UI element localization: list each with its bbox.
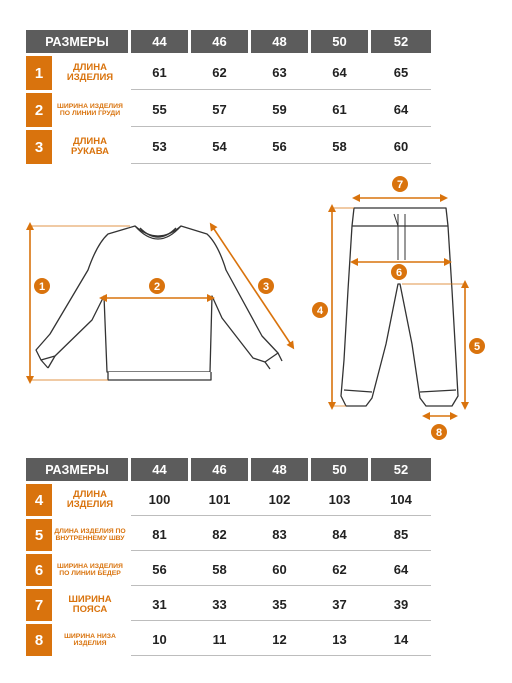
row-value: 102 — [268, 492, 291, 507]
row-number: 2 — [26, 93, 52, 127]
row-value: 84 — [332, 527, 347, 542]
header-size: 50 — [311, 458, 368, 481]
header-size: 48 — [251, 458, 308, 481]
row-value: 54 — [212, 139, 227, 154]
row-number: 4 — [26, 484, 52, 516]
marker-4 — [312, 302, 328, 318]
header-label: РАЗМЕРЫ — [26, 30, 128, 53]
table-row — [26, 589, 431, 621]
header-size: 52 — [371, 458, 431, 481]
row-value: 101 — [208, 492, 231, 507]
table-row — [26, 624, 431, 656]
row-value: 58 — [332, 139, 347, 154]
row-label: ДЛИНА ИЗДЕЛИЯ — [66, 489, 114, 510]
row-value: 60 — [393, 139, 409, 154]
row-value: 100 — [148, 492, 171, 507]
header-size: 52 — [371, 30, 431, 53]
row-value: 53 — [152, 139, 167, 154]
row-value: 57 — [212, 102, 227, 117]
row-number: 8 — [26, 624, 52, 656]
row-value: 103 — [328, 492, 351, 507]
measurement-diagram — [0, 170, 512, 450]
header-size: 46 — [191, 30, 248, 53]
row-value: 81 — [152, 527, 167, 542]
marker-label: 6 — [395, 267, 403, 279]
table-row — [26, 130, 431, 164]
row-value: 64 — [332, 65, 347, 80]
table-row — [26, 56, 431, 90]
row-label: ШИРИНА ПОЯСА — [68, 594, 112, 615]
row-value: 61 — [332, 102, 347, 117]
row-value: 12 — [272, 632, 287, 647]
header-size: 44 — [131, 30, 188, 53]
table-row — [26, 519, 431, 551]
marker-6 — [391, 264, 407, 280]
table-row — [26, 484, 431, 516]
bottom-size-table — [26, 458, 431, 656]
sweatshirt-icon — [36, 226, 282, 380]
header-size: 46 — [191, 458, 248, 481]
row-number: 7 — [26, 589, 52, 621]
row-value: 63 — [272, 65, 287, 80]
header-size: 44 — [131, 458, 188, 481]
row-value: 64 — [393, 562, 409, 577]
row-number: 6 — [26, 554, 52, 586]
row-label: ДЛИНА ИЗДЕЛИЯ — [66, 62, 114, 83]
row-value: 31 — [152, 597, 167, 612]
row-number: 5 — [26, 519, 52, 551]
row-value: 56 — [272, 139, 287, 154]
marker-label: 2 — [153, 281, 161, 293]
marker-label: 5 — [473, 341, 481, 353]
row-number: 1 — [26, 56, 52, 90]
row-value: 14 — [393, 632, 409, 647]
bottom-table-header — [26, 458, 431, 481]
marker-2 — [149, 278, 165, 294]
top-size-table — [26, 30, 431, 164]
row-label: ШИРИНА НИЗА ИЗДЕЛИЯ — [64, 632, 116, 647]
marker-7 — [392, 176, 408, 192]
row-value: 33 — [212, 597, 227, 612]
table-row — [26, 554, 431, 586]
marker-8 — [431, 424, 447, 440]
marker-label: 4 — [316, 305, 324, 317]
row-value: 62 — [332, 562, 347, 577]
row-value: 61 — [152, 65, 167, 80]
marker-label: 8 — [435, 427, 443, 439]
header-size: 50 — [311, 30, 368, 53]
row-number: 3 — [26, 130, 52, 164]
marker-label: 3 — [262, 281, 270, 293]
row-value: 58 — [212, 562, 227, 577]
row-value: 83 — [272, 527, 287, 542]
row-value: 64 — [393, 102, 409, 117]
row-label: ШИРИНА ИЗДЕЛИЯ ПО ЛИНИИ ГРУДИ — [57, 102, 123, 117]
row-value: 37 — [332, 597, 347, 612]
row-value: 56 — [152, 562, 167, 577]
row-value: 13 — [332, 632, 347, 647]
table-row — [26, 93, 431, 127]
row-value: 35 — [272, 597, 287, 612]
row-value: 55 — [152, 102, 167, 117]
row-label: ШИРИНА ИЗДЕЛИЯ ПО ЛИНИИ БЕДЕР — [57, 562, 123, 577]
row-value: 104 — [390, 492, 412, 507]
row-value: 82 — [212, 527, 227, 542]
row-value: 39 — [393, 597, 409, 612]
header-label: РАЗМЕРЫ — [26, 458, 128, 481]
row-value: 65 — [393, 65, 409, 80]
marker-3 — [258, 278, 274, 294]
row-value: 60 — [272, 562, 287, 577]
header-size: 48 — [251, 30, 308, 53]
marker-1 — [34, 278, 50, 294]
row-value: 85 — [393, 527, 409, 542]
row-value: 11 — [212, 632, 227, 647]
row-value: 59 — [272, 102, 287, 117]
top-table-header — [26, 30, 431, 53]
pants-icon — [341, 208, 458, 406]
row-label: ДЛИНА ИЗДЕЛИЯ ПО ВНУТРЕННЕМУ ШВУ — [54, 527, 126, 542]
row-value: 62 — [212, 65, 227, 80]
row-value: 10 — [152, 632, 167, 647]
marker-label: 1 — [38, 281, 46, 293]
marker-label: 7 — [396, 179, 404, 191]
marker-5 — [469, 338, 485, 354]
row-label: ДЛИНА РУКАВА — [70, 136, 110, 157]
